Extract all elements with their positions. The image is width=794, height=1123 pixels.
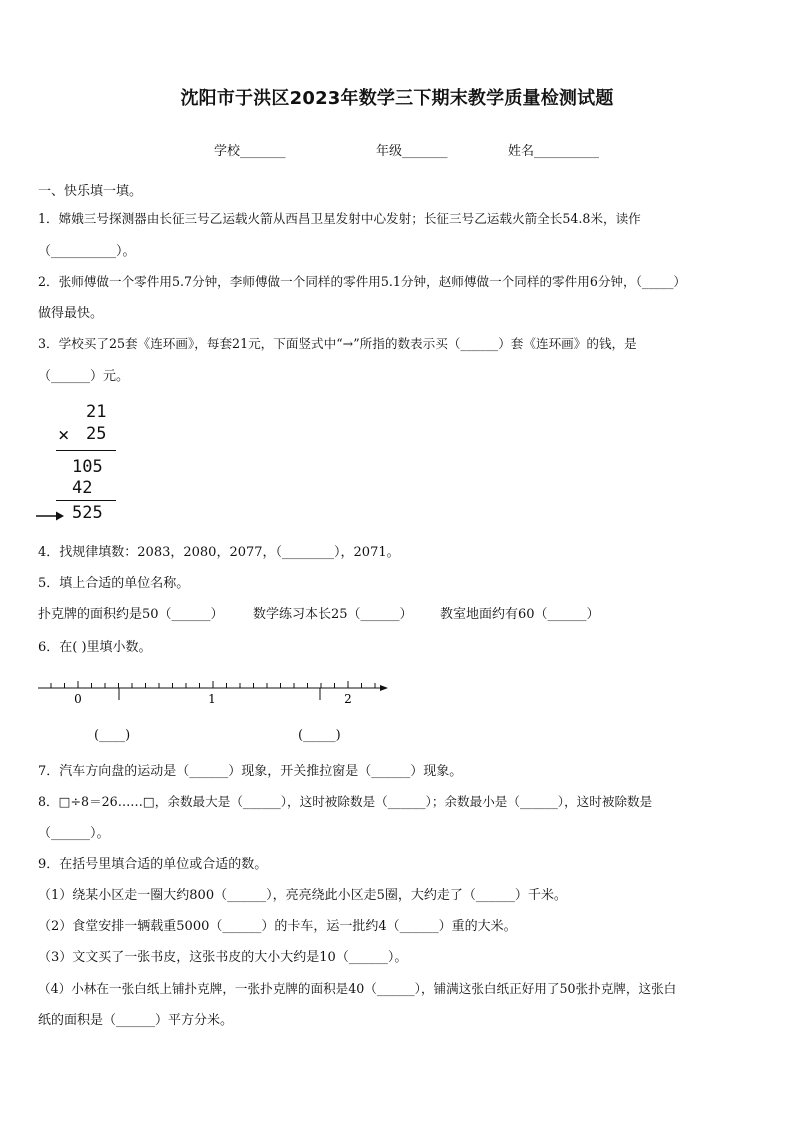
number-line-label-2: 2 <box>344 692 352 706</box>
section-heading: 一、快乐填一填。 <box>38 184 143 199</box>
arrow-icon <box>36 509 66 523</box>
calc-partial-2: 42 <box>72 478 93 498</box>
question-8-line-1: 8．□÷8＝26……□，余数最大是（______），这时被除数是（______）；余数最小是（______），这时被除数是 <box>38 794 653 809</box>
calc-multiplicand: 21 <box>86 402 107 422</box>
question-7: 7．汽车方向盘的运动是（______）现象，开关推拉窗是（______）现象。 <box>38 764 463 779</box>
question-3-line-1: 3．学校买了25套《连环画》，每套21元，下面竖式中“→”所指的数表示买（______）套《连环画》的钱，是 <box>38 336 637 351</box>
question-9-sub-3: （3）文文买了一张书皮，这张书皮的大小大约是10（______）。 <box>38 950 408 965</box>
question-9-sub-4-line-1: （4）小林在一张白纸上铺扑克牌，一张扑克牌的面积是40（______），铺满这张白纸正好用了50张扑克牌，这张白 <box>38 981 677 996</box>
question-5-line-1: 5．填上合适的单位名称。 <box>38 576 190 591</box>
question-6-blank-2: (_____) <box>298 728 341 743</box>
calc-line-2 <box>56 500 116 501</box>
calc-line-1 <box>56 450 116 451</box>
question-1-line-2: （__________）。 <box>38 244 136 259</box>
times-sign: × <box>58 424 70 446</box>
question-9-sub-1: （1）绕某小区走一圈大约800（______），亮亮绕此小区走5圈，大约走了（______）千米。 <box>38 888 567 903</box>
calc-multiplier: 25 <box>86 424 107 444</box>
calc-partial-1: 105 <box>72 457 103 477</box>
number-line-label-0: 0 <box>74 692 82 706</box>
question-2-line-2: 做得最快。 <box>38 306 104 321</box>
school-field: 学校_______ <box>214 144 286 159</box>
question-9-sub-2: （2）食堂安排一辆载重5000（______）的卡车，运一批约4（______）重的大米。 <box>38 919 517 934</box>
question-8-line-2: （______）。 <box>38 826 110 841</box>
number-line <box>36 676 392 710</box>
question-6-line-1: 6．在( )里填小数。 <box>38 640 152 655</box>
name-field: 姓名__________ <box>508 144 600 159</box>
question-5-item-3: 教室地面约有60（______） <box>440 607 600 622</box>
question-6-blank-1: (____) <box>94 728 131 743</box>
page-title: 沈阳市于洪区2023年数学三下期末教学质量检测试题 <box>180 88 614 109</box>
grade-field: 年级_______ <box>376 144 448 159</box>
number-line-label-1: 1 <box>208 692 216 706</box>
question-3-line-2: （______）元。 <box>38 369 130 384</box>
question-2-line-1: 2．张师傅做一个零件用5.7分钟，李师傅做一个同样的零件用5.1分钟，赵师傅做一个同样的零件用6分钟，（_____） <box>38 274 686 289</box>
question-4: 4．找规律填数：2083，2080，2077，（________），2071。 <box>38 545 400 560</box>
calc-result: 525 <box>72 503 103 523</box>
question-1-line-1: 1．嫦娥三号探测器由长征三号乙运载火箭从西昌卫星发射中心发射；长征三号乙运载火箭全长54.8米，读作 <box>38 211 641 226</box>
question-9-line-1: 9．在括号里填合适的单位或合适的数。 <box>38 857 268 872</box>
question-5-item-1: 扑克牌的面积约是50（______） <box>38 607 224 622</box>
question-5-item-2: 数学练习本长25（______） <box>253 607 413 622</box>
question-9-sub-4-line-2: 纸的面积是（______）平方分米。 <box>38 1013 234 1028</box>
